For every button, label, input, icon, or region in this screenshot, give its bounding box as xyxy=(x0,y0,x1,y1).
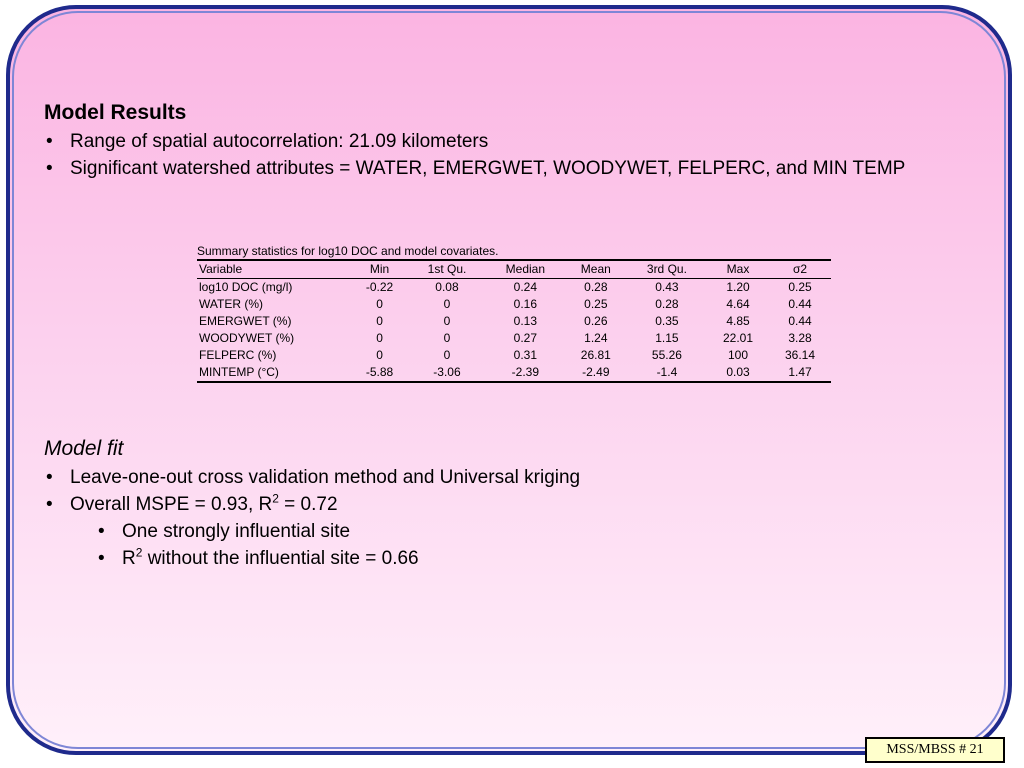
table-cell-value: 0.27 xyxy=(513,331,538,345)
table-cell-value: 1.47 xyxy=(788,365,812,379)
table-row xyxy=(197,296,831,313)
table-cell-value: -3.06 xyxy=(433,365,461,379)
table-cell-value: 0.25 xyxy=(584,297,608,311)
table-cell-value: 0.26 xyxy=(584,314,608,328)
summary-table-block xyxy=(197,244,831,383)
table-cell-variable: MINTEMP (°C) xyxy=(199,365,279,379)
col-header-min: Min xyxy=(369,262,390,276)
table-cell-value: 0 xyxy=(376,348,383,362)
table-cell-value: 0.13 xyxy=(513,314,538,328)
table-cell-value: 1.20 xyxy=(726,280,750,294)
table-cell-value: 1.15 xyxy=(655,331,679,345)
table-row xyxy=(197,330,831,347)
table-cell-value: 0.28 xyxy=(584,280,608,294)
subbullet-r2-without xyxy=(96,545,974,572)
table-row xyxy=(197,279,831,297)
table-cell-variable: FELPERC (%) xyxy=(199,348,277,362)
col-header-sigma2: σ2 xyxy=(792,262,808,276)
bullet-attributes: • Significant watershed attributes = WATER, EMERGWET, WOODYWET, FELPERC, and MIN TEMP xyxy=(44,155,974,182)
table-cell-value: 0.16 xyxy=(513,297,538,311)
subbullet-influential-site: • One strongly influential site xyxy=(96,518,974,545)
table-cell-value: -0.22 xyxy=(365,280,394,294)
slide-number-box: MSS/MBSS # 21 xyxy=(865,737,1005,763)
table-body xyxy=(197,279,831,383)
bullet-cross-validation: • Leave-one-out cross validation method and Universal kriging xyxy=(44,464,974,491)
model-fit-subbullets xyxy=(44,518,974,572)
table-cell-value: -2.39 xyxy=(511,365,540,379)
table-cell-value: 3.28 xyxy=(788,331,812,345)
table-cell-value: 0 xyxy=(443,297,451,311)
table-header-row xyxy=(197,260,831,279)
table-cell-value: 4.85 xyxy=(726,314,750,328)
col-header-max: Max xyxy=(726,262,750,276)
table-cell-value: 0.24 xyxy=(513,280,538,294)
table-cell-value: -5.88 xyxy=(365,365,394,379)
model-fit-heading: Model fit xyxy=(44,437,124,460)
table-cell-value: 1.24 xyxy=(584,331,608,345)
table-cell-value: 0.35 xyxy=(655,314,679,328)
table-cell-value: 0 xyxy=(376,331,383,345)
mspe-superscript: 2 xyxy=(272,491,279,506)
r2-superscript: 2 xyxy=(135,545,143,560)
model-results-bullets xyxy=(44,128,974,182)
table-cell-value: 4.64 xyxy=(726,297,750,311)
r2-value: without the influential site = 0.66 xyxy=(142,548,419,569)
table-row xyxy=(197,313,831,330)
table-cell-variable: WATER (%) xyxy=(199,297,263,311)
bullet-range: • Range of spatial autocorrelation: 21.09 kilometers xyxy=(44,128,974,155)
bullet-mspe xyxy=(44,491,974,518)
mspe-value: = 0.72 xyxy=(278,494,338,515)
summary-statistics-table xyxy=(197,259,831,383)
table-row xyxy=(197,347,831,364)
table-cell-value: -1.4 xyxy=(656,365,678,379)
col-header-1st-qu: 1st Qu. xyxy=(427,262,467,276)
table-cell-variable: EMERGWET (%) xyxy=(199,314,292,328)
table-cell-value: 26.81 xyxy=(580,348,611,362)
table-row xyxy=(197,364,831,382)
table-cell-value: 22.01 xyxy=(722,331,753,345)
model-fit-bullets xyxy=(44,464,974,518)
table-cell-variable: log10 DOC (mg/l) xyxy=(199,280,293,294)
table-cell-value: 0.03 xyxy=(726,365,750,379)
col-header-mean: Mean xyxy=(580,262,611,276)
table-cell-value: 100 xyxy=(727,348,748,362)
col-header-median: Median xyxy=(505,262,546,276)
r2-label: R xyxy=(122,548,136,569)
table-cell-value: 55.26 xyxy=(651,348,682,362)
table-cell-value: 0.08 xyxy=(435,280,459,294)
model-results-heading: Model Results xyxy=(44,101,187,124)
table-cell-value: 0 xyxy=(443,348,451,362)
table-cell-value: 0.31 xyxy=(513,348,538,362)
col-header-variable: Variable xyxy=(199,262,243,276)
table-cell-value: 0.28 xyxy=(655,297,679,311)
table-cell-value: 36.14 xyxy=(784,348,815,362)
table-cell-value: 0 xyxy=(443,331,451,345)
table-cell-value: 0 xyxy=(376,314,383,328)
table-cell-variable: WOODYWET (%) xyxy=(199,331,295,345)
table-cell-value: 0 xyxy=(376,297,383,311)
table-cell-value: 0.44 xyxy=(788,314,812,328)
table-cell-value: -2.49 xyxy=(582,365,610,379)
table-cell-value: 0 xyxy=(443,314,451,328)
col-header-3rd-qu: 3rd Qu. xyxy=(646,262,687,276)
table-caption: Summary statistics for log10 DOC and model covariates. xyxy=(197,244,499,258)
table-cell-value: 0.25 xyxy=(788,280,812,294)
table-cell-value: 0.44 xyxy=(788,297,812,311)
mspe-text: Overall MSPE = 0.93, R xyxy=(70,494,273,515)
table-cell-value: 0.43 xyxy=(655,280,679,294)
